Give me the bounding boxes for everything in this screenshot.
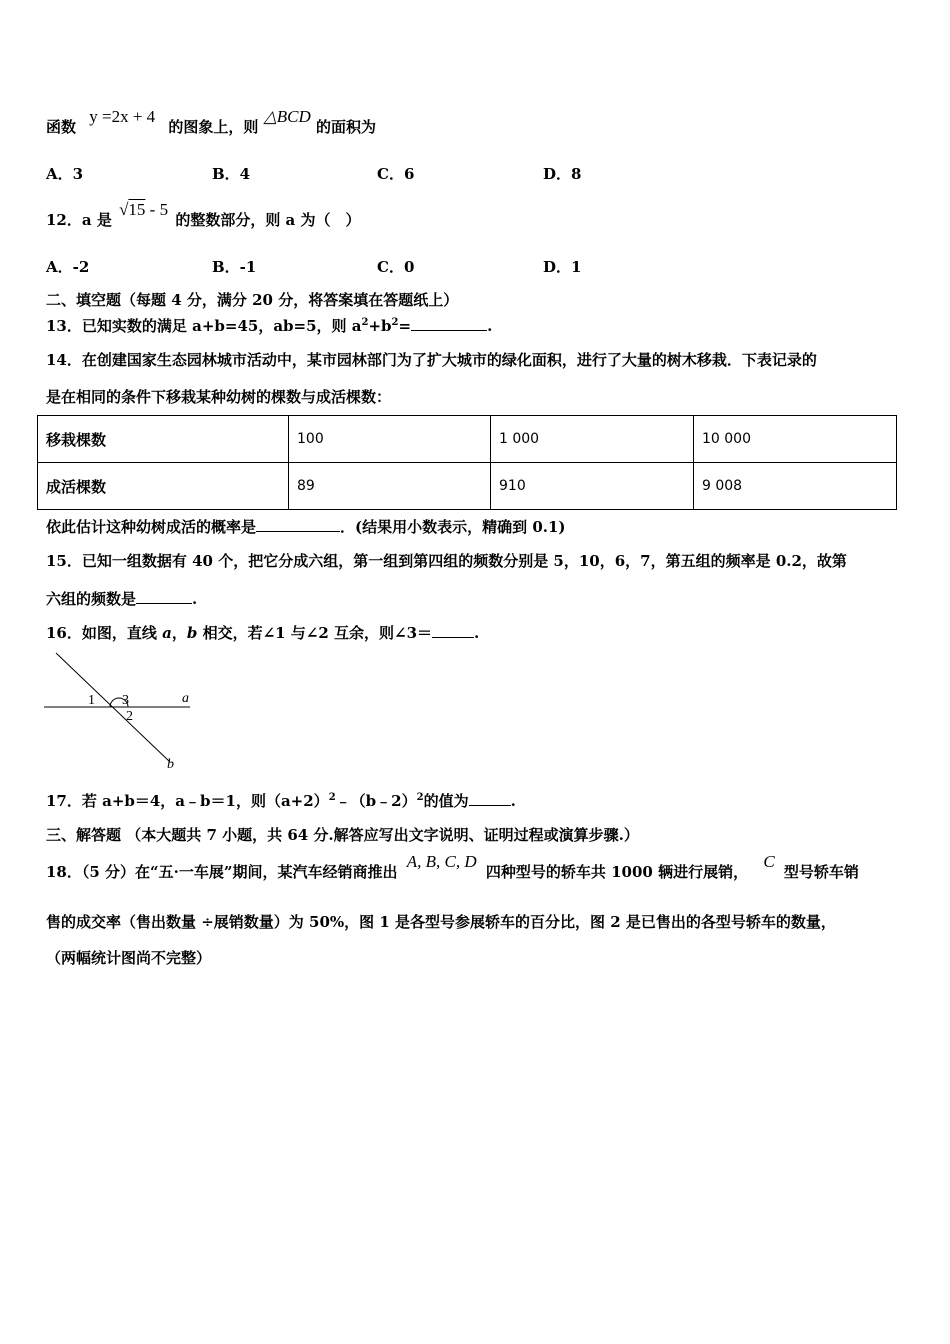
q14-answer-blank[interactable] [256,517,340,532]
q18-middle: 四种型号的轿车共 1000 辆进行展销， [485,863,749,881]
q12-option-a[interactable]: A．-2 [46,258,90,276]
q14-table [37,415,897,510]
q11-option-b[interactable]: B．4 [212,165,251,183]
q18-models: A, B, C, D [406,852,477,871]
q13-stem [46,315,492,336]
q12-stem [46,200,361,230]
q11-triangle: △BCD [263,107,311,126]
q17-end: . [510,792,516,810]
q15-line2 [46,588,197,609]
q15-end: . [192,590,198,608]
q16-end: . [474,624,480,642]
q12-option-d[interactable]: D．1 [543,258,582,276]
q17-sup1: 2 [328,792,336,803]
q13-end: . [487,317,493,335]
section2-heading: 二、填空题（每题 4 分，满分 20 分，将答案填在答题纸上） [46,291,459,309]
table-cell: 成活棵数 [38,463,289,510]
q12-minus: - 5 [145,200,169,219]
q18-suffix: 型号轿车销 [783,863,859,881]
q11-function: y =2x + 4 [89,107,156,126]
q11-stem [46,107,376,137]
table-cell: 910 [491,463,694,510]
q16-var-a: a [162,624,172,642]
q11-option-c[interactable]: C．6 [377,165,415,183]
q15-line1: 15．已知一组数据有 40 个，把它分成六组，第一组到第四组的频数分别是 5，10，6，7，第五组的频率是 0.2，故第 [46,552,847,570]
q15-line2-prefix: 六组的频数是 [46,590,137,608]
q17-sup2: 2 [416,792,424,803]
table-row [38,463,897,510]
table-cell: 89 [289,463,491,510]
q13-prefix: 13．已知实数的满足 a+b=45，ab=5，则 a [46,317,362,335]
q16-stem [46,622,479,643]
angle-2-label: 2 [126,709,133,724]
q17-prefix: 17．若 a+b＝4，a﹣b＝1，则（a+2） [46,792,329,810]
q16-figure [40,650,200,772]
q15-answer-blank[interactable] [136,589,192,604]
line-a-label: a [182,691,189,706]
q18-line3: （两幅统计图尚不完整） [46,949,212,967]
q11-suffix: 的面积为 [315,118,376,136]
q13-suffix: = [398,317,412,335]
table-cell: 100 [289,416,491,463]
q14-after-prefix: 依此估计这种幼树成活的概率是 [46,518,257,536]
q16-answer-blank[interactable] [432,623,474,638]
q12-radical: √15 - 5 [119,200,169,219]
q13-answer-blank[interactable] [411,316,487,331]
q14-after-suffix: ．(结果用小数表示，精确到 0.1) [340,518,566,536]
q13-sup1: 2 [361,317,369,328]
q11-option-d[interactable]: D．8 [543,165,582,183]
q12-option-b[interactable]: B．-1 [212,258,257,276]
q12-prefix: 12．a 是 [46,211,112,229]
q13-sup2: 2 [391,317,399,328]
q16-suffix: 相交，若∠1 与∠2 互余，则∠3＝ [197,624,433,642]
line-b-label: b [167,757,174,772]
q11-option-a[interactable]: A．3 [46,165,84,183]
q18-prefix: 18．（5 分）在“五·一车展”期间，某汽车经销商推出 [46,863,398,881]
table-cell: 9 008 [694,463,897,510]
q18-line1 [46,852,859,882]
table-cell: 10 000 [694,416,897,463]
q16-prefix: 16．如图，直线 [46,624,163,642]
table-cell: 移栽棵数 [38,416,289,463]
angle-3-label: 3 [122,693,129,708]
q14-line1: 14．在创建国家生态园林城市活动中，某市园林部门为了扩大城市的绿化面积，进行了大量的树木移栽．下表记录的 [46,351,817,369]
q17-suffix: 的值为 [423,792,469,810]
angle-1-label: 1 [88,693,95,708]
q16-comma: ， [171,624,187,642]
q13-mid: +b [368,317,392,335]
q11-prefix: 函数 [46,118,77,136]
q12-suffix: 的整数部分，则 a 为（ ） [175,211,361,229]
q18-model-c: C [763,852,775,871]
q12-radicand: 15 [128,200,146,219]
q17-stem [46,790,516,811]
q14-line2: 是在相同的条件下移栽某种幼树的棵数与成活棵数： [46,388,392,406]
q14-conclusion [46,516,566,537]
section3-heading: 三、解答题 （本大题共 7 小题，共 64 分.解答应写出文字说明、证明过程或演算步骤.） [46,826,639,844]
q18-line2: 售的成交率（售出数量 ÷展销数量）为 50%，图 1 是各型号参展轿车的百分比，图 2 是已售出的各型号轿车的数量， [46,913,836,931]
table-row [38,416,897,463]
q12-option-c[interactable]: C．0 [377,258,415,276]
table-cell: 1 000 [491,416,694,463]
q16-var-b: b [186,624,198,642]
q17-answer-blank[interactable] [469,791,511,806]
q17-mid: ﹣（b﹣2） [335,792,417,810]
q11-middle: 的图象上，则 [168,118,259,136]
